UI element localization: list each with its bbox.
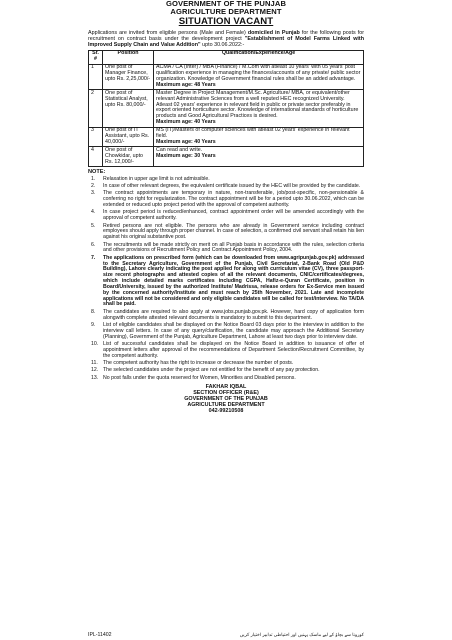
intro-text-5: upto 30.06.2022:- [200,41,245,48]
list-item [88,177,364,183]
col-header-position: Position [103,50,154,64]
table-header-row [89,50,364,64]
col-header-sr: Sr. # [89,50,103,64]
cell-qualification [154,64,364,90]
ipl-number: IPL-11402 [88,632,112,638]
note-text: List of eligible candidates shall be displayed on the Notice Board 03 days prior to the interview in addition to the interview call letters. In case of any query/clarification, the candidate may approach the Additional Secretary (Planning), Government of the Punjab, Agriculture Department, Lahore at least two days prior to interview date. [103,322,364,340]
cell-qualification [154,147,364,167]
table-row [89,127,364,147]
signatory-org-2: AGRICULTURE DEPARTMENT [187,402,265,409]
qualification-text: ACMA / CA (Inter) / MBA (Finance) / M.Com with atleast 10 years' with 05 years' post qualification experience in managing the finances/accounts of any private/ public sector organization. Knowledge of Government financial rules shall be an added advantage. [156,64,361,82]
header-line-2: AGRICULTURE DEPARTMENT [170,7,282,16]
note-text: The contract appointments are temporary in nature, non-transferable, job/post-specific, non-pensionable & conferring no right for regularization. The contract appointment will be for a period upto 30.06.2022, which can be extended or reduced upto project period with the approval of competent authority. [103,190,364,208]
note-text: The applications on prescribed form (which can be downloaded from www.agripunjab.gov.pk) addressed to the Secretary Agriculture, Government of the Punjab, Civil Secretariat, 2-Bank Road (Old P&D Building), Lahore clearly indicating the post applied for along with curriculum vitae (CV), three passport-size recent photographs and attested copies of all the relevant documents, CNIC/certificates/degrees, which include detailed marks certificates including CGPA, Hafiz-e-Quran Certificate, position in Board/University, issued by the authorized Institute/ Madrissa, release orders for Ex-Service men issued by the concerned authority/Institute and must reach by 25th November, 2021. Late and incomplete applications will not be considered and only eligible candidates will be called for test/interview. No TA/DA shall be paid. [103,254,364,308]
intro-text-3: for the following posts for recruitment on contract basis under the development project [88,29,364,42]
signatory-name: FAKHAR IQBAL [205,383,247,390]
cell-sr: 1 [89,64,103,90]
qualification-text: Master Degree in Project Management/M.Sc. Agriculture/ MBA, or equivalent/other relevant Administrative Sciences from a well reputed HEC recognized University. Atleast 02 years' experience in relevant field in public or private sector preferably in export oriented horticulture sector. Knowledge of international standards of horticulture products and Good Agricultural Practices is desired. [156,89,359,120]
cell-qualification [154,127,364,147]
list-item [88,191,364,209]
note-text: The candidates are required to also apply at www.jobs.punjab.gov.pk. However, hard copy of application form alongwith complete attested relevant documents is mandatory to submit to this department. [103,308,364,321]
note-number: 4. [91,209,96,216]
list-item [88,184,364,190]
notes-list [88,177,364,382]
cell-position: One post of Chowkidar, upto Rs. 12,000/- [103,147,154,167]
advertisement [88,0,364,636]
note-number: 1. [91,175,96,182]
note-number: 13. [91,374,99,381]
signatory-org-1: GOVERNMENT OF THE PUNJAB [184,396,268,402]
note-text: The recruitments will be made strictly on merit on all Punjab basis in accordance with the rules, selection criteria and other provisions of Recruitment Policy and Contract Appointment Policy, 2004. [103,241,364,254]
list-item [88,310,364,322]
note-number: 10. [91,341,99,348]
footer [88,632,364,640]
list-item [88,376,364,382]
table-row [89,90,364,127]
cell-sr: 3 [89,127,103,147]
list-item [88,323,364,341]
cell-position: One post of IT Assistant, upto Rs. 40,000/- [103,127,154,147]
note-number: 6. [91,241,96,248]
list-item [88,342,364,360]
list-item [88,224,364,242]
note-number: 3. [91,190,96,197]
max-age: Maximum age: 40 Years [156,119,216,126]
note-number: 7. [91,254,96,261]
intro-text-1: Applications are invited from eligible persons (Male and Female) [88,29,248,36]
page-title: SITUATION VACANT [178,16,274,27]
note-number: 11. [91,360,98,367]
qualification-text: MS (IT)/Masters of computer sciences with atleast 02 years' experience in relevant field. [156,127,350,140]
max-age: Maximum age: 48 Years [156,81,216,88]
intro-text-4: "Establishment of Model Farms Linked with Improved Supply Chain and Value Addition" [88,35,364,48]
urdu-slogan: کورونا سے بچاؤ کے لیے ماسک پہنیں اور احتیاطی تدابیر اختیار کریں [239,632,364,637]
note-text: Relaxation in upper age limit is not admissible. [103,175,210,182]
list-item [88,210,364,222]
intro-paragraph [88,30,364,48]
cell-position: One post of Statistical Analyst, upto Rs. 80,000/- [103,90,154,127]
intro-text-2: domiciled in Punjab [247,29,300,36]
max-age: Maximum age: 30 Years [156,152,216,159]
note-text: No post falls under the quota reserved for Women, Minorities and Disabled persons. [103,374,296,381]
note-text: In case of other relevant degrees, the equivalent certificate issued by the HEC will be provided by the candidate. [103,182,361,189]
note-number: 5. [91,222,96,229]
note-number: 9. [91,322,96,328]
note-text: The selected candidates under the project are not entitled for the benefit of any pay protection. [103,367,320,374]
cell-sr: 2 [89,90,103,127]
notes-heading: NOTE: [88,169,106,176]
table-row [89,147,364,167]
list-item [88,368,364,374]
cell-sr: 4 [89,147,103,167]
note-text: In case project period is reduced/enhanced, contract appointment order will be amended accordingly with the approval of competent authority. [103,209,364,222]
list-item [88,243,364,255]
table-row [89,64,364,90]
note-number: 12. [91,367,99,374]
positions-table [88,50,364,167]
note-number: 8. [91,308,96,315]
signatory-designation: SECTION OFFICER (R&E) [193,389,259,396]
header-line-1: GOVERNMENT OF THE PUNJAB [165,0,287,8]
signature-block [88,384,364,415]
col-header-qualification: Qualification/Experience/Age [154,50,364,64]
cell-qualification [154,90,364,127]
header [88,0,364,28]
signatory-phone: 042-99210508 [208,408,244,415]
cell-position: One post of Manager Finance, upto Rs. 2,25,000/- [103,64,154,90]
note-text: Retired persons are not eligible. The persons who are already in Government service including contract employees should apply through proper channel. In case of selection, a confirmed civil servant shall retain his lien against his original substantive post. [103,222,364,241]
max-age: Maximum age: 40 Years [156,138,216,145]
list-item [88,256,364,309]
note-text: The competent authority has the right to increase or decrease the number of posts. [103,360,294,367]
note-text: List of successful candidates shall be displayed on the Notice Board in addition to issuance of offer of appointment letters after approval of the recommendations of Department Selection/Recruitment Committee, by the competent authority. [103,341,364,359]
note-number: 2. [91,182,96,189]
list-item [88,361,364,367]
qualification-text: Can read and write. [156,146,203,153]
